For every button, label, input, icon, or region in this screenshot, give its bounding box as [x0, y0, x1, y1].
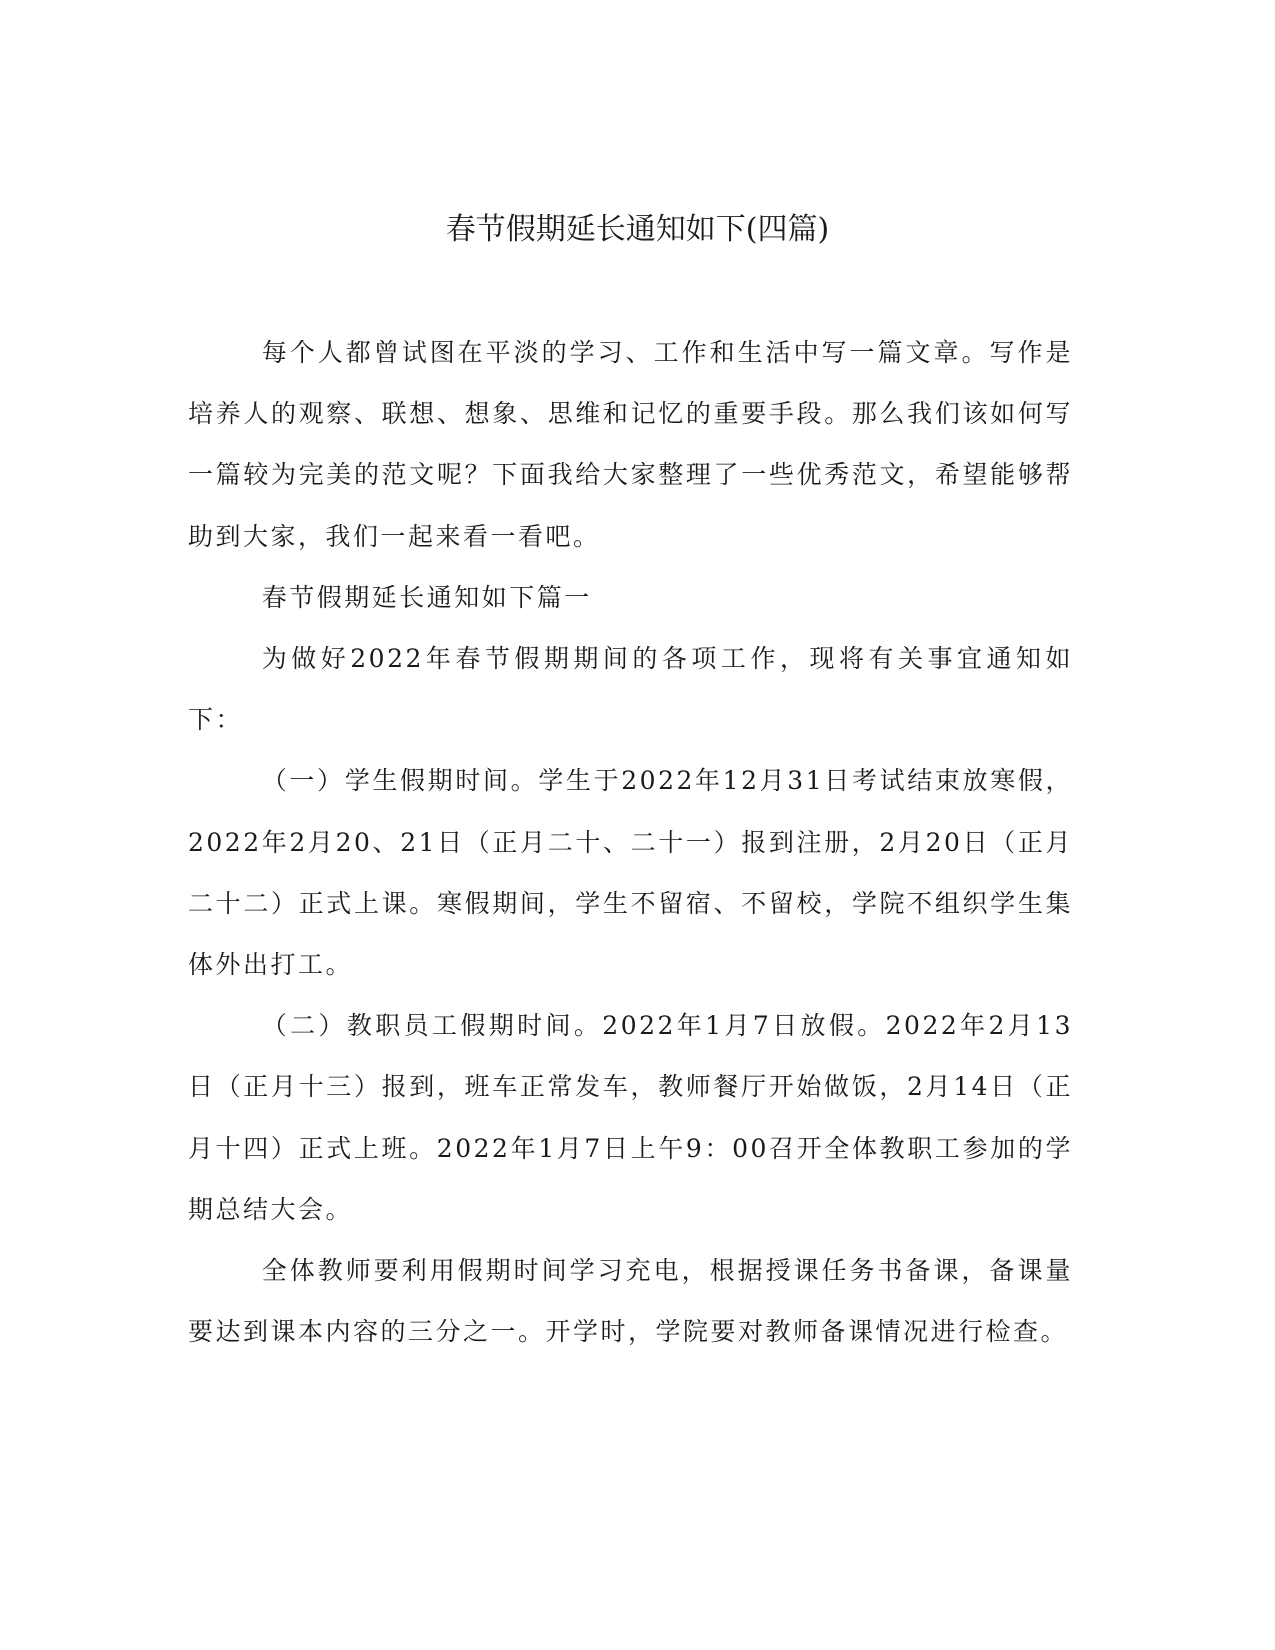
intro-paragraph: 每个人都曾试图在平淡的学习、工作和生活中写一篇文章。写作是培养人的观察、联想、想象、思维和记忆的重要手段。那么我们该如何写一篇较为完美的范文呢？下面我给大家整理了一些优秀范文，希望能够帮助到大家，我们一起来看一看吧。 — [188, 338, 1073, 551]
student-holiday-paragraph: （一）学生假期时间。学生于2022年12月31日考试结束放寒假，2022年2月20、21日（正月二十、二十一）报到注册，2月20日（正月二十二）正式上课。寒假期间，学生不留宿、不留校，学院不组织学生集体外出打工。 — [188, 766, 1073, 980]
section-heading: 春节假期延长通知如下篇一 — [261, 582, 592, 612]
notice-intro-paragraph: 为做好2022年春节假期期间的各项工作，现将有关事宜通知如下： — [188, 644, 1073, 735]
document-title: 春节假期延长通知如下(四篇) — [445, 212, 830, 247]
staff-holiday-paragraph: （二）教职员工假期时间。2022年1月7日放假。2022年2月13日（正月十三）报到，班车正常发车，教师餐厅开始做饭，2月14日（正月十四）正式上班。2022年1月7日上午9：00召开全体教职工参加的学期总结大会。 — [188, 1011, 1073, 1224]
document-body — [188, 322, 1073, 1362]
teacher-preparation-paragraph: 全体教师要利用假期时间学习充电，根据授课任务书备课，备课量要达到课本内容的三分之一。开学时，学院要对教师备课情况进行检查。 — [188, 1256, 1073, 1347]
